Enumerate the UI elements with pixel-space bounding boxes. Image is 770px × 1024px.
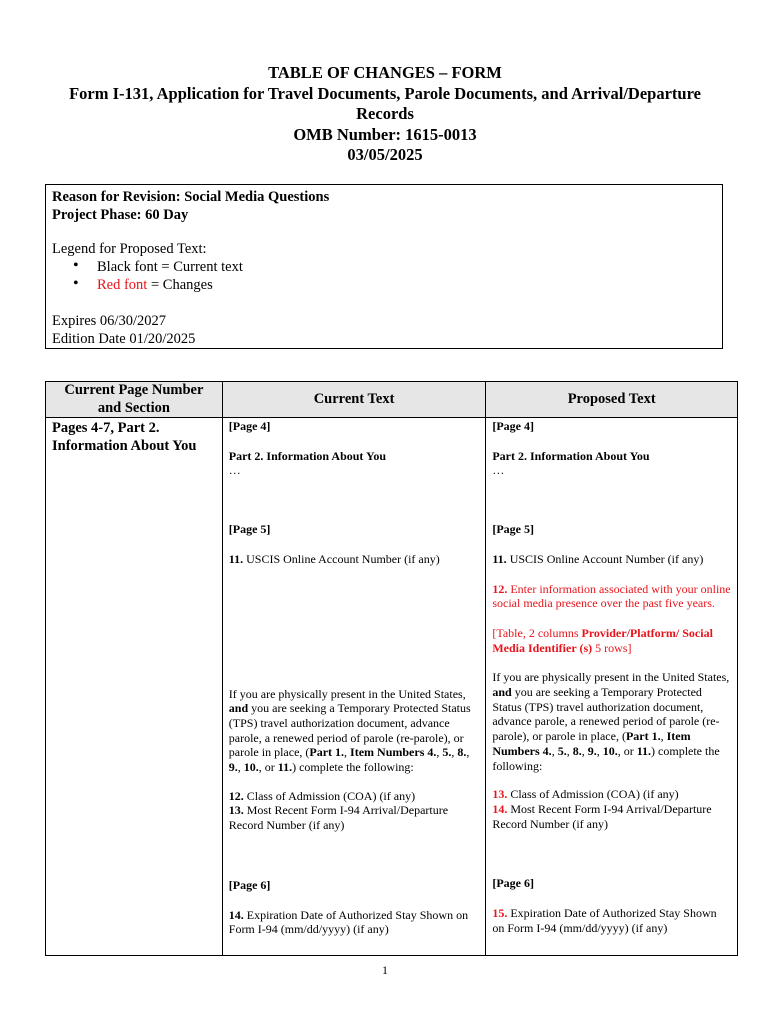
title-line: TABLE OF CHANGES – FORM xyxy=(268,63,502,82)
header-current-page: Current Page Number and Section xyxy=(46,382,223,418)
new-social-media-table: [Table, 2 columns Provider/Platform/ Social Media Identifier (s) 5 rows] xyxy=(492,625,713,655)
document-date: 03/05/2025 xyxy=(347,145,423,164)
legend-title: Legend for Proposed Text: xyxy=(52,241,207,257)
tps-paragraph: If you are physically present in the United States, and you are seeking a Temporary Protected Status (TPS) travel authorization document, advance parole, a renewed period of parole (re-parole), or parole in place, (Part 1., Item Numbers 4., 5., 8., 9., 10., or 11.) complete the following: xyxy=(492,670,730,773)
page-number: 1 xyxy=(382,963,388,977)
legend-red: • Red font = Changes xyxy=(52,276,716,294)
revision-info-box xyxy=(45,184,723,349)
legend-red-label: Red font xyxy=(97,277,148,293)
form-name: Form I-131, Application for Travel Documents, Parole Documents, and Arrival/Departure xyxy=(69,83,701,103)
changes-table xyxy=(45,381,738,956)
table-header-row xyxy=(46,382,738,418)
header-proposed-text: Proposed Text xyxy=(486,382,738,418)
form-name-cont: Records xyxy=(356,104,414,123)
legend-list xyxy=(52,258,716,294)
document-title xyxy=(0,63,770,166)
new-social-media-question: 12. Enter information associated with your online social media presence over the past five years. xyxy=(492,581,731,611)
project-phase: Project Phase: 60 Day xyxy=(52,207,189,223)
legend-black: • Black font = Current text xyxy=(52,258,716,276)
expires-date: Expires 06/30/2027 xyxy=(52,313,166,329)
header-current-text: Current Text xyxy=(222,382,486,418)
table-row xyxy=(46,418,738,956)
current-text-cell: [Page 4] Part 2. Information About You … [Page 5] 11. USCIS Online Account Number (if any) If you are physically present in the United States, and you are seeking a Temporary Protected Status (TPS) travel authorization document, advance parole, a renewed period of parole (re-parole), or parole in place, (Part 1., Item Numbers 4., 5., 8., 9., 10., or 11.) complete the following: 12. Class of Admission (COA) (if any) 13. Most Recent Form I-94 Arrival/Departure Record Number (if any) [Page 6] 14. Expiration Date of Authorized Stay Shown on Form I-94 (mm/dd/yyyy) (if any) xyxy=(222,418,486,956)
proposed-text-cell: [Page 4] Part 2. Information About You … [Page 5] 11. USCIS Online Account Number (if any) 12. Enter information associated with your online social media presence over the past five years. [Table, 2 columns Provider/Platform/ Social Media Identifier (s) 5 rows] If you are physically present in the United States, and you are seeking a Temporary Protected Status (TPS) travel authorization document, advance parole, a renewed period of parole (re-parole), or parole in place, (Part 1., Item Numbers 4., 5., 8., 9., 10., or 11.) complete the following: 13. Class of Admission (COA) (if any) 14. Most Recent Form I-94 Arrival/Departure Record Number (if any) [Page 6] 15. Expiration Date of Authorized Stay Shown on Form I-94 (mm/dd/yyyy) (if any) xyxy=(486,418,738,956)
section-cell: Pages 4-7, Part 2. Information About You xyxy=(46,418,223,956)
edition-date: Edition Date 01/20/2025 xyxy=(52,331,196,347)
omb-number: OMB Number: 1615-0013 xyxy=(293,124,477,144)
tps-paragraph: If you are physically present in the United States, and you are seeking a Temporary Protected Status (TPS) travel authorization document, advance parole, a renewed period of parole (re-parole), or parole in place, (Part 1., Item Numbers 4., 5., 8., 9., 10., or 11.) complete the following: xyxy=(228,686,471,775)
reason-for-revision: Reason for Revision: Social Media Questions xyxy=(52,189,330,205)
